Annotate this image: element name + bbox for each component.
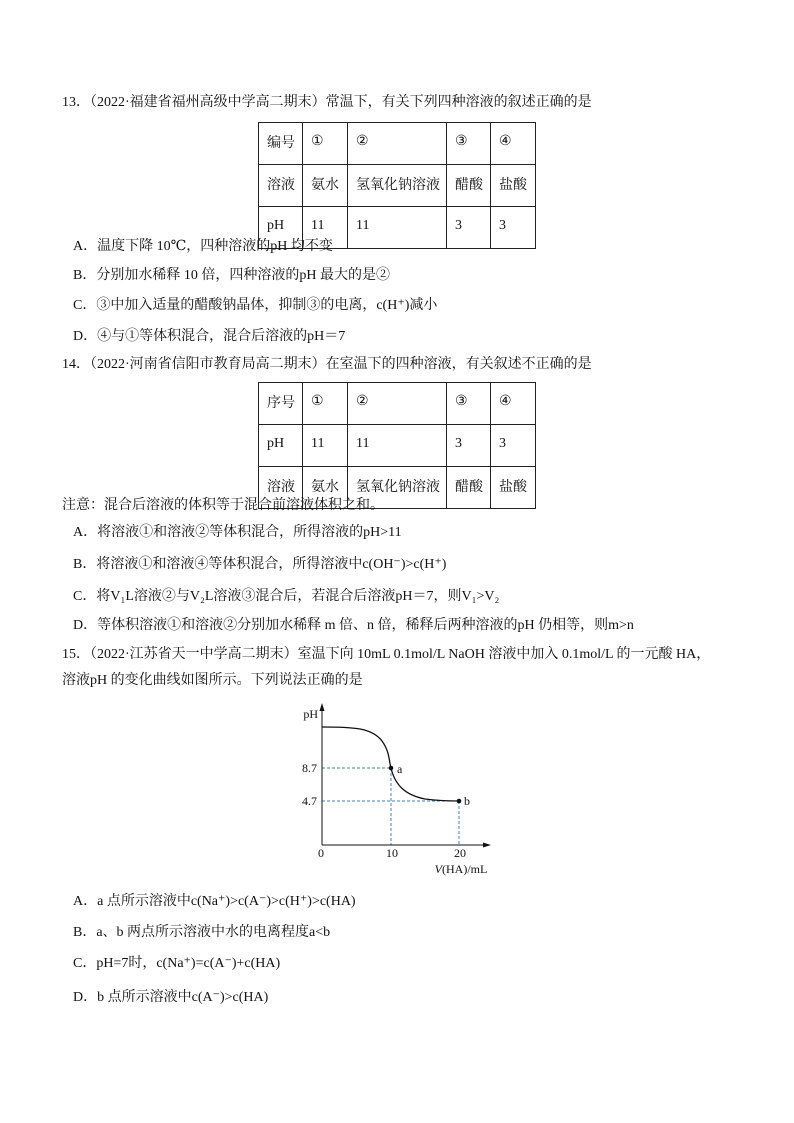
q15-stem-line1: 15．（2022·江苏省天一中学高二期末）室温下向 10mL 0.1mol/L NaOH 溶液中加入 0.1mol/L 的一元酸 HA， — [62, 647, 711, 662]
x-axis-arrow — [483, 843, 491, 848]
q14-table — [258, 382, 536, 509]
table-row — [259, 165, 536, 207]
table-cell: 11 — [348, 425, 447, 467]
table-cell: ① — [303, 383, 348, 425]
q15-option-b: B．a、b 两点所示溶液中水的电离程度a<b — [73, 925, 331, 940]
y-axis-arrow — [320, 703, 325, 711]
table-cell: 氢氧化钠溶液 — [348, 467, 447, 509]
q15-option-a: A．a 点所示溶液中c(Na⁺)>c(A⁻)>c(H⁺)>c(HA) — [73, 894, 356, 909]
x-axis-label-variable: V — [434, 862, 443, 876]
table-cell: 氨水 — [303, 165, 348, 207]
table-cell: 3 — [447, 425, 491, 467]
point-a-label: a — [397, 762, 403, 776]
table-cell: 11 — [303, 207, 348, 249]
table-cell: ④ — [491, 123, 536, 165]
q15-option-c: C．pH=7时，c(Na⁺)=c(A⁻)+c(HA) — [73, 956, 281, 971]
y-axis-label: pH — [303, 707, 318, 721]
table-cell: ③ — [447, 123, 491, 165]
q14-option-d: D．等体积溶液①和溶液②分别加水稀释 m 倍、n 倍，稀释后两种溶液的pH 仍相等，则m>n — [73, 618, 634, 633]
q15-option-d: D．b 点所示溶液中c(A⁻)>c(HA) — [73, 990, 269, 1005]
point-a-marker — [389, 766, 394, 771]
table-cell: pH — [259, 207, 303, 249]
table-row — [259, 425, 536, 467]
table-cell: ② — [348, 383, 447, 425]
q14-option-b: B．将溶液①和溶液④等体积混合，所得溶液中c(OH⁻)>c(H⁺) — [73, 557, 447, 572]
q13-stem: 13．（2022·福建省福州高级中学高二期末）常温下，有关下列四种溶液的叙述正确的是 — [62, 95, 592, 110]
table-cell: 编号 — [259, 123, 303, 165]
table-cell: 溶液 — [259, 467, 303, 509]
q13-option-a: A．温度下降 10℃，四种溶液的pH 均不变 — [73, 239, 333, 254]
table-cell: ④ — [491, 383, 536, 425]
table-cell: 氨水 — [303, 467, 348, 509]
x-axis-label — [435, 862, 488, 876]
q15-stem-line2: 溶液pH 的变化曲线如图所示。下列说法正确的是 — [62, 673, 363, 688]
table-cell: 盐酸 — [491, 165, 536, 207]
point-b-label: b — [464, 794, 470, 808]
q14-note: 注意：混合后溶液的体积等于混合前溶液体积之和。 — [62, 498, 384, 513]
table-cell: 盐酸 — [491, 467, 536, 509]
y-tick-label: 8.7 — [302, 761, 317, 775]
ph-titration-figure — [290, 700, 510, 880]
point-b-marker — [457, 799, 462, 804]
q14-option-a: A．将溶液①和溶液②等体积混合，所得溶液的pH>11 — [73, 525, 402, 540]
table-cell: 3 — [491, 425, 536, 467]
q13-option-b: B．分别加水稀释 10 倍，四种溶液的pH 最大的是② — [73, 268, 390, 283]
q14-option-c: C．将V₁L溶液②与V₂L溶液③混合后，若混合后溶液pH＝7，则V₁>V₂ — [73, 589, 500, 604]
q13-option-c: C．③中加入适量的醋酸钠晶体，抑制③的电离，c(H⁺)减小 — [73, 298, 438, 313]
table-cell: 3 — [491, 207, 536, 249]
q13-option-d: D．④与①等体积混合，混合后溶液的pH＝7 — [73, 329, 346, 344]
table-cell: 3 — [447, 207, 491, 249]
table-cell: 醋酸 — [447, 467, 491, 509]
y-tick-label: 4.7 — [302, 794, 317, 808]
table-cell: 序号 — [259, 383, 303, 425]
table-cell: 11 — [303, 425, 348, 467]
q14-stem: 14．（2022·河南省信阳市教育局高二期末）在室温下的四种溶液，有关叙述不正确的是 — [62, 357, 592, 372]
x-tick-label: 10 — [386, 846, 398, 860]
table-cell: ② — [348, 123, 447, 165]
x-tick-label: 20 — [454, 846, 466, 860]
x-tick-label: 0 — [318, 846, 324, 860]
table-cell: 11 — [348, 207, 447, 249]
table-cell: pH — [259, 425, 303, 467]
table-cell: 溶液 — [259, 165, 303, 207]
q13-table — [258, 122, 536, 249]
table-cell: 氢氧化钠溶液 — [348, 165, 447, 207]
table-row — [259, 123, 536, 165]
table-cell: 醋酸 — [447, 165, 491, 207]
table-cell: ① — [303, 123, 348, 165]
x-axis-label-unit: (HA)/mL — [442, 862, 488, 876]
table-cell: ③ — [447, 383, 491, 425]
table-row — [259, 383, 536, 425]
